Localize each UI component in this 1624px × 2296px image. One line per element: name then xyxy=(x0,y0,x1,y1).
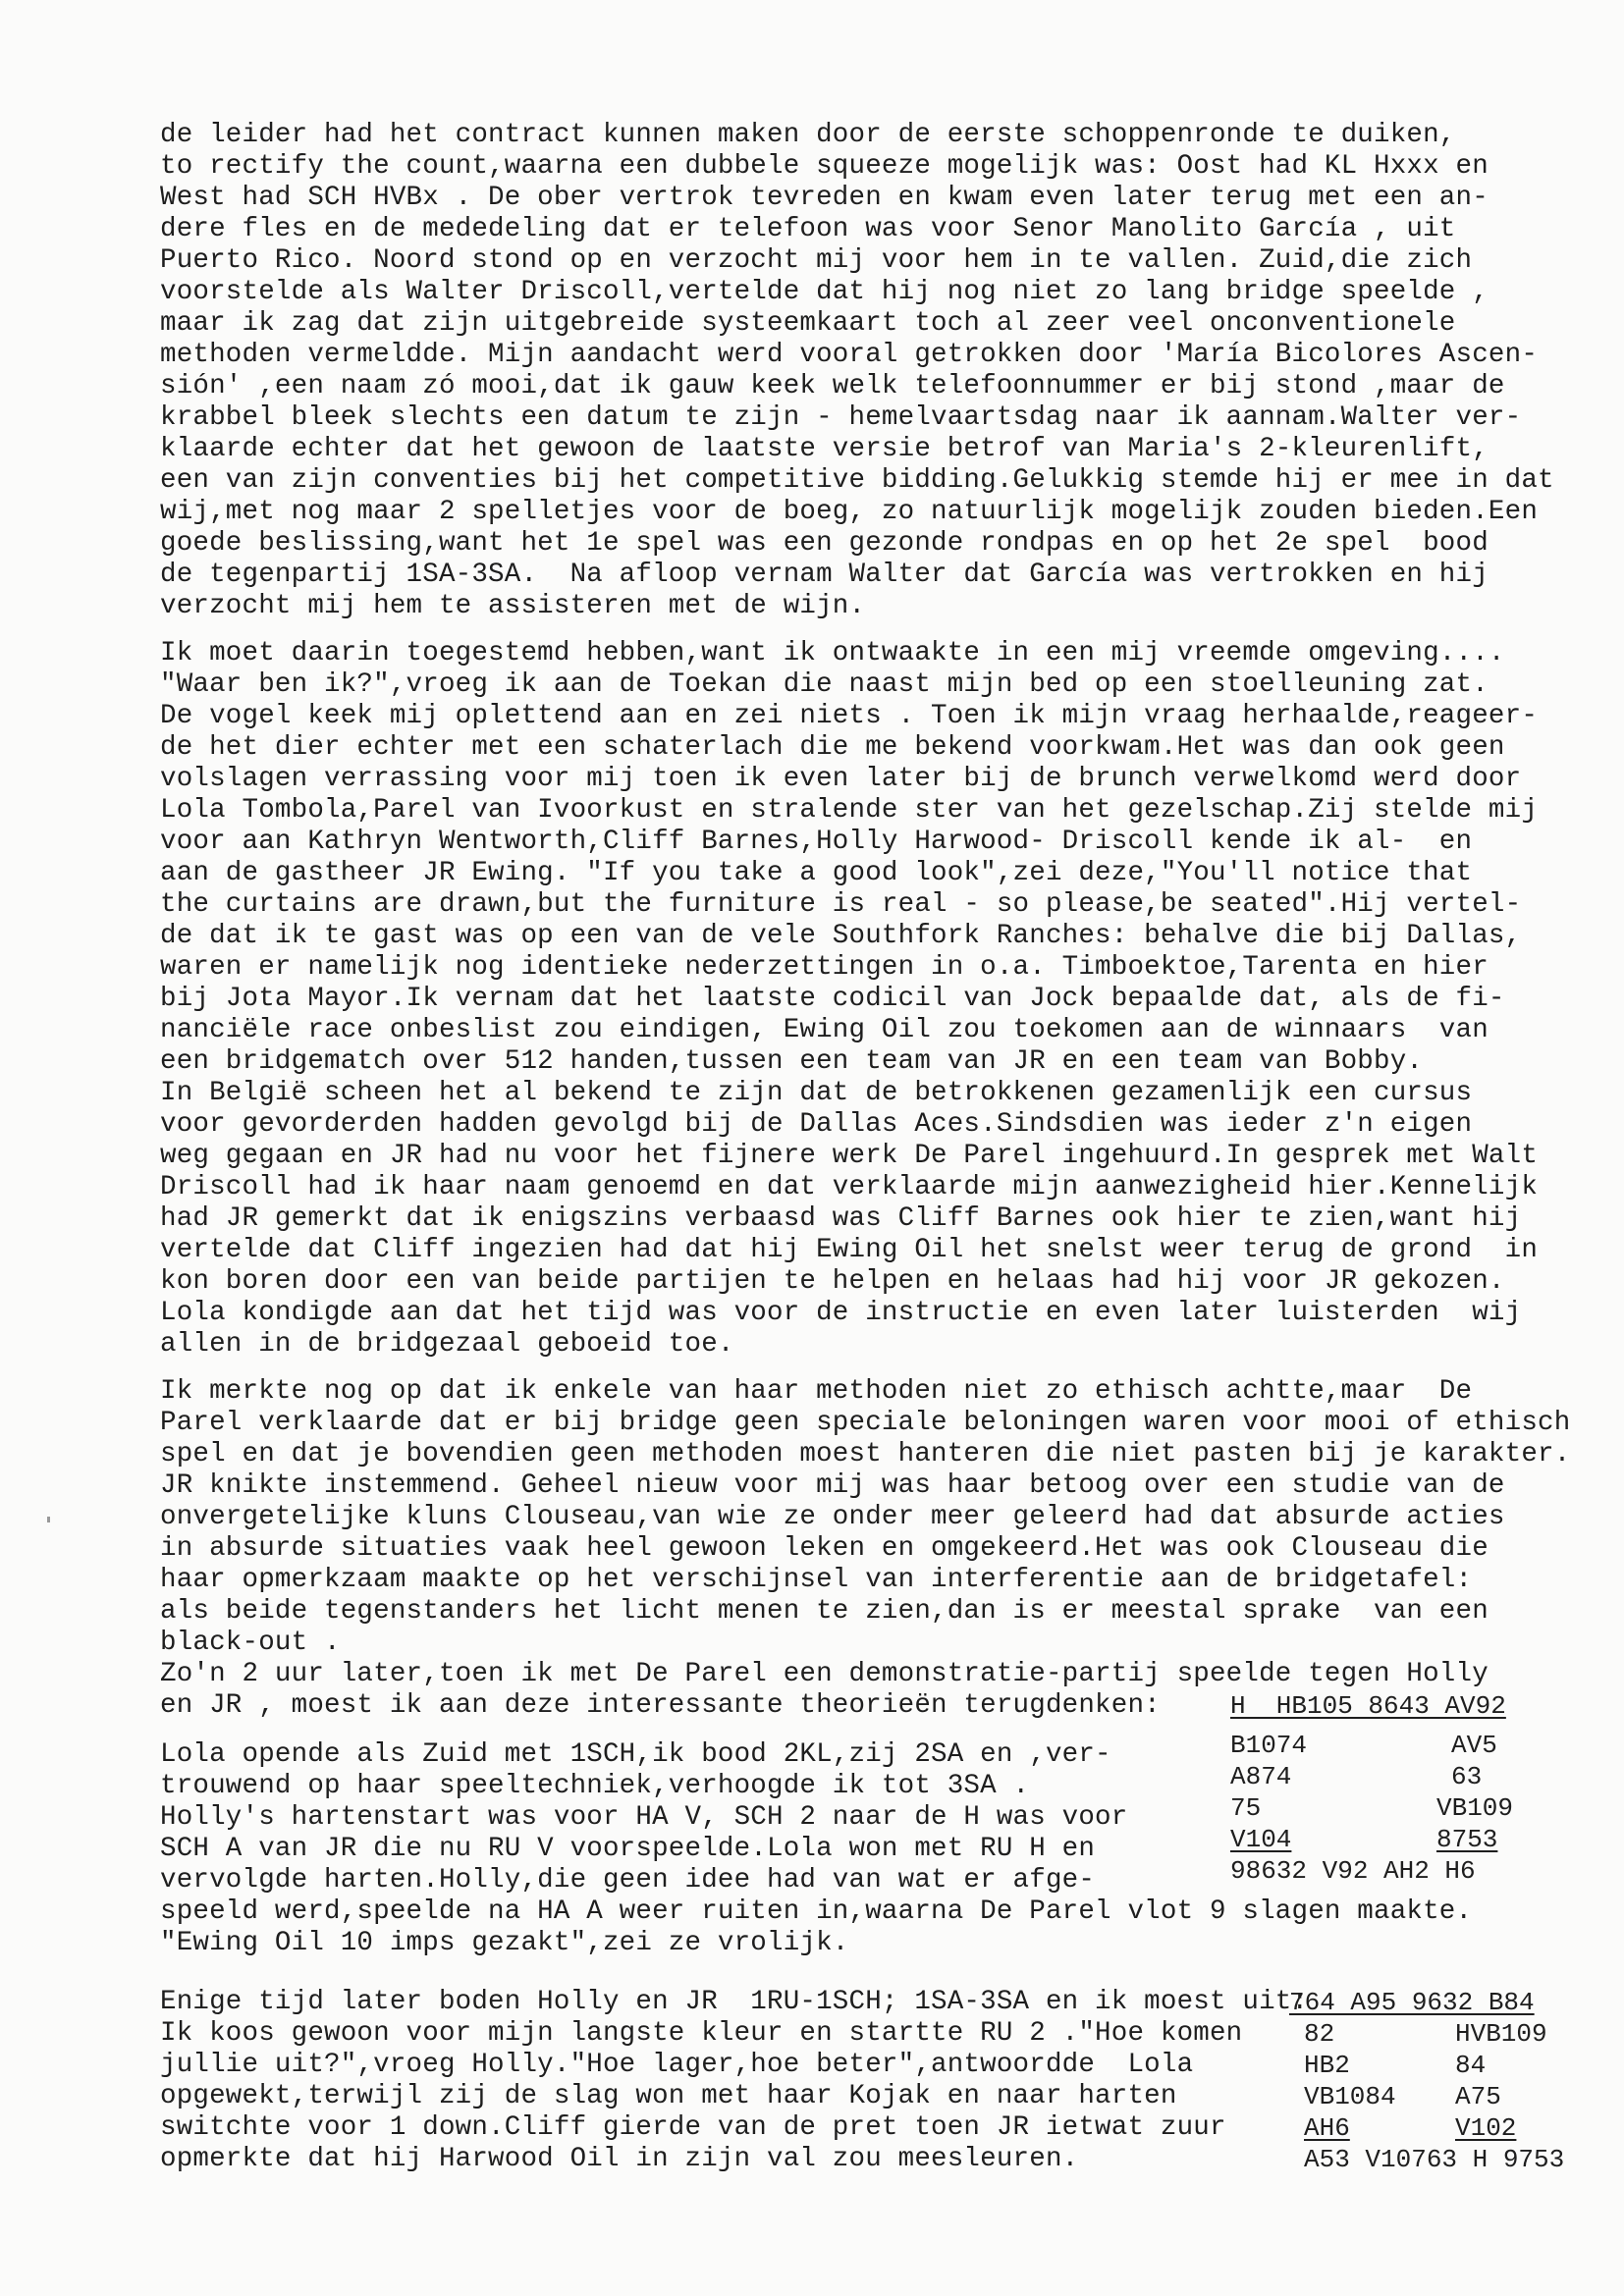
text-line: opmerkte dat hij Harwood Oil in zijn val zou meesleuren. xyxy=(160,2144,1079,2174)
hand1-south: 98632 V92 AH2 H6 xyxy=(1230,1856,1476,1886)
text-line: "Waar ben ik?",vroeg ik aan de Toekan die naast mijn bed op een stoelleuning zat. xyxy=(160,669,1489,700)
text-line: In België scheen het al bekend te zijn dat de betrokkenen gezamenlijk een cursus xyxy=(160,1078,1473,1108)
text-line: Lola Tombola,Parel van Ivoorkust en stralende ster van het gezelschap.Zij stelde mij xyxy=(160,795,1539,826)
hand2-north: 764 A95 9632 B84 xyxy=(1289,1988,1535,2017)
hand1-north: H HB105 8643 AV92 xyxy=(1230,1691,1506,1721)
text-line: Ik moet daarin toegestemd hebben,want ik ontwaakte in een mij vreemde omgeving.... xyxy=(160,638,1505,668)
text-line: en JR , moest ik aan deze interessante theorieën terugdenken: xyxy=(160,1690,1161,1721)
text-line: Lola kondigde aan dat het tijd was voor de instructie en even later luisterden wij xyxy=(160,1298,1522,1328)
text-line: aan de gastheer JR Ewing. "If you take a good look",zei deze,"You'll notice that xyxy=(160,858,1473,888)
text-line: de tegenpartij 1SA-3SA. Na afloop vernam Walter dat García was vertrokken en hij xyxy=(160,560,1489,590)
hand1-west-spades: B1074 xyxy=(1230,1731,1308,1760)
text-line: switchte voor 1 down.Cliff gierde van de pret toen JR ietwat zuur xyxy=(160,2112,1226,2143)
hand2-west-diamonds: VB1084 xyxy=(1304,2082,1396,2111)
text-line: SCH A van JR die nu RU V voorspeelde.Lola won met RU H en xyxy=(160,1834,1096,1864)
text-line: voor gevorderden hadden gevolgd bij de Dallas Aces.Sindsdien was ieder z'n eigen xyxy=(160,1109,1473,1140)
text-line: to rectify the count,waarna een dubbele squeeze mogelijk was: Oost had KL Hxxx en xyxy=(160,151,1489,182)
text-line: verzocht mij hem te assisteren met de wijn. xyxy=(160,591,866,621)
text-line: Holly's hartenstart was voor HA V, SCH 2 naar de H was voor xyxy=(160,1802,1128,1833)
text-line: Lola opende als Zuid met 1SCH,ik bood 2KL,zij 2SA en ,ver- xyxy=(160,1739,1111,1770)
text-line: Driscoll had ik haar naam genoemd en dat verklaarde mijn aanwezigheid hier.Kennelijk xyxy=(160,1172,1539,1202)
text-line: black-out . xyxy=(160,1628,341,1658)
text-line: jullie uit?",vroeg Holly."Hoe lager,hoe beter",antwoordde Lola xyxy=(160,2050,1194,2080)
text-line: JR knikte instemmend. Geheel nieuw voor mij was haar betoog over een studie van de xyxy=(160,1470,1505,1501)
hand1-east-hearts: 63 xyxy=(1451,1762,1483,1791)
text-line: Parel verklaarde dat er bij bridge geen speciale beloningen waren voor mooi of ethisch xyxy=(160,1408,1571,1438)
text-line: West had SCH HVBx . De ober vertrok tevreden en kwam even later terug met een an- xyxy=(160,183,1489,213)
text-line: een van zijn conventies bij het competitive bidding.Gelukkig stemde hij er mee in dat xyxy=(160,465,1554,496)
text-line: voor aan Kathryn Wentworth,Cliff Barnes,Holly Harwood- Driscoll kende ik al- en xyxy=(160,827,1473,857)
text-line: waren er namelijk nog identieke nederzettingen in o.a. Timboektoe,Tarenta en hier xyxy=(160,952,1489,983)
text-line: vervolgde harten.Holly,die geen idee had van wat er afge- xyxy=(160,1865,1096,1896)
text-line: weg gegaan en JR had nu voor het fijnere werk De Parel ingehuurd.In gesprek met Walt xyxy=(160,1141,1539,1171)
text-line: "Ewing Oil 10 imps gezakt",zei ze vrolijk. xyxy=(160,1928,849,1958)
text-line: dere fles en de mededeling dat er telefoon was voor Senor Manolito García , uit xyxy=(160,214,1456,244)
text-line: de leider had het contract kunnen maken door de eerste schoppenronde te duiken, xyxy=(160,120,1456,150)
hand1-west-hearts: A874 xyxy=(1230,1762,1292,1791)
text-line: klaarde echter dat het gewoon de laatste versie betrof van Maria's 2-kleurenlift, xyxy=(160,434,1489,464)
text-line: voorstelde als Walter Driscoll,vertelde dat hij nog niet zo lang bridge speelde , xyxy=(160,277,1489,307)
text-line: maar ik zag dat zijn uitgebreide systeemkaart toch al zeer veel onconventionele xyxy=(160,308,1456,339)
text-line: had JR gemerkt dat ik enigszins verbaasd was Cliff Barnes ook hier te zien,want hij xyxy=(160,1203,1522,1234)
text-line: Ik koos gewoon voor mijn langste kleur en startte RU 2 ."Hoe komen xyxy=(160,2018,1243,2049)
hand1-east-diamonds: VB109 xyxy=(1436,1793,1514,1823)
text-line: Enige tijd later boden Holly en JR 1RU-1SCH; 1SA-3SA en ik moest uit: xyxy=(160,1987,1309,2017)
text-line: kon boren door een van beide partijen te helpen en helaas had hij voor JR gekozen. xyxy=(160,1266,1505,1297)
text-line: methoden vermeldde. Mijn aandacht werd vooral getrokken door 'María Bicolores Ascen- xyxy=(160,340,1539,370)
text-line: de het dier echter met een schaterlach die me bekend voorkwam.Het was dan ook geen xyxy=(160,732,1505,763)
hand2-south: A53 V10763 H 9753 xyxy=(1304,2145,1565,2174)
text-line: Ik merkte nog op dat ik enkele van haar methoden niet zo ethisch achtte,maar De xyxy=(160,1376,1473,1407)
text-line: de dat ik te gast was op een van de vele Southfork Ranches: behalve die bij Dallas, xyxy=(160,921,1522,951)
text-line: goede beslissing,want het 1e spel was een gezonde rondpas en op het 2e spel bood xyxy=(160,528,1489,559)
text-line: speeld werd,speelde na HA A weer ruiten in,waarna De Parel vlot 9 slagen maakte. xyxy=(160,1896,1473,1927)
hand2-east-diamonds: A75 xyxy=(1455,2082,1501,2111)
hand2-west-clubs: AH6 xyxy=(1304,2113,1350,2143)
text-line: in absurde situaties vaak heel gewoon leken en omgekeerd.Het was ook Clouseau die xyxy=(160,1533,1489,1564)
text-line: bij Jota Mayor.Ik vernam dat het laatste codicil van Jock bepaalde dat, als de fi- xyxy=(160,984,1505,1014)
text-line: een bridgematch over 512 handen,tussen een team van JR en een team van Bobby. xyxy=(160,1046,1424,1077)
text-line: krabbel bleek slechts een datum te zijn - hemelvaartsdag naar ik aannam.Walter ver- xyxy=(160,402,1522,433)
text-line: nanciële race onbeslist zou eindigen, Ewing Oil zou toekomen aan de winnaars van xyxy=(160,1015,1489,1045)
hand2-east-hearts: 84 xyxy=(1455,2051,1487,2080)
text-line: volslagen verrassing voor mij toen ik even later bij de brunch verwelkomd werd door xyxy=(160,764,1522,794)
text-line: trouwend op haar speeltechniek,verhoogde ik tot 3SA . xyxy=(160,1771,1030,1801)
text-line: the curtains are drawn,but the furniture is real - so please,be seated".Hij vertel- xyxy=(160,889,1522,920)
hand2-east-spades: HVB109 xyxy=(1455,2019,1547,2049)
text-line: haar opmerkzaam maakte op het verschijnsel van interferentie aan de bridgetafel: xyxy=(160,1565,1473,1595)
hand1-west-diamonds: 75 xyxy=(1230,1793,1262,1823)
text-line: spel en dat je bovendien geen methoden moest hanteren die niet pasten bij je karakter. xyxy=(160,1439,1571,1469)
hand2-east-clubs: V102 xyxy=(1455,2113,1517,2143)
text-line: Zo'n 2 uur later,toen ik met De Parel een demonstratie-partij speelde tegen Holly xyxy=(160,1659,1489,1689)
text-line: wij,met nog maar 2 spelletjes voor de boeg, zo natuurlijk mogelijk zouden bieden.Een xyxy=(160,497,1539,527)
text-line: opgewekt,terwijl zij de slag won met haar Kojak en naar harten xyxy=(160,2081,1177,2111)
text-line: Puerto Rico. Noord stond op en verzocht mij voor hem in te vallen. Zuid,die zich xyxy=(160,245,1473,276)
text-line: als beide tegenstanders het licht menen te zien,dan is er meestal sprake van een xyxy=(160,1596,1489,1627)
hand1-east-spades: AV5 xyxy=(1451,1731,1497,1760)
text-line: onvergetelijke kluns Clouseau,van wie ze onder meer geleerd had dat absurde acties xyxy=(160,1502,1505,1532)
text-line: vertelde dat Cliff ingezien had dat hij Ewing Oil het snelst weer terug de grond in xyxy=(160,1235,1539,1265)
text-line: De vogel keek mij oplettend aan en zei niets . Toen ik mijn vraag herhaalde,reageer- xyxy=(160,701,1539,731)
hand2-west-spades: 82 xyxy=(1304,2019,1335,2049)
text-line: sión' ,een naam zó mooi,dat ik gauw keek welk telefoonnummer er bij stond ,maar de xyxy=(160,371,1505,401)
hand1-east-clubs: 8753 xyxy=(1436,1825,1498,1854)
margin-mark xyxy=(47,1517,50,1522)
text-line: allen in de bridgezaal geboeid toe. xyxy=(160,1329,734,1360)
hand1-west-clubs: V104 xyxy=(1230,1825,1292,1854)
hand2-west-hearts: HB2 xyxy=(1304,2051,1350,2080)
